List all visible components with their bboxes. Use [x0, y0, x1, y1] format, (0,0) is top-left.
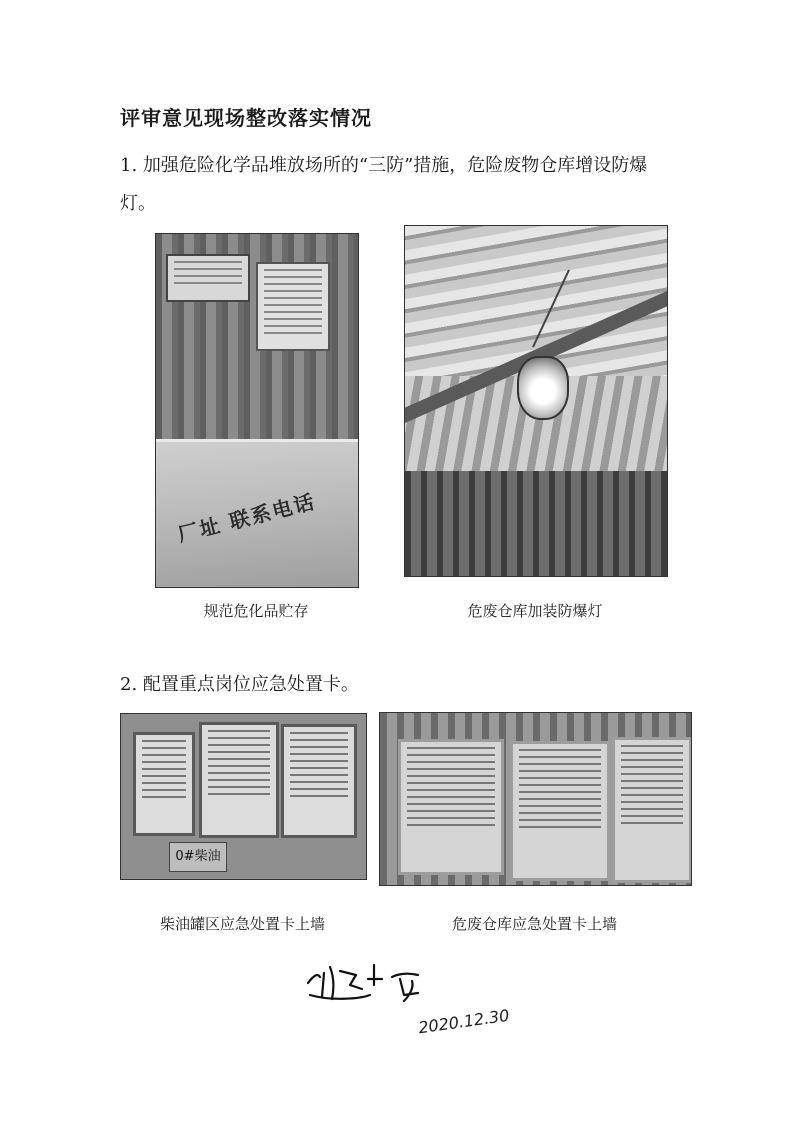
explosion-proof-lamp-icon — [517, 356, 569, 420]
section-heading: 评审意见现场整改落实情况 — [120, 106, 372, 130]
photo-diesel-tank-cards — [120, 713, 367, 880]
emergency-card — [398, 739, 504, 875]
photo-caption: 危废仓库应急处置卡上墙 — [451, 915, 617, 933]
photo-chemical-storage — [155, 233, 359, 588]
emergency-card — [133, 732, 195, 836]
wall-notice-board — [256, 262, 330, 351]
emergency-card — [510, 741, 610, 881]
handwritten-signature — [300, 955, 440, 1015]
corrugated-wall — [405, 471, 667, 576]
photo-caption: 危废仓库加装防爆灯 — [467, 602, 603, 620]
emergency-card — [199, 722, 279, 838]
emergency-card — [612, 737, 692, 883]
photo-caption: 柴油罐区应急处置卡上墙 — [159, 915, 325, 933]
wall-notice-board — [166, 254, 250, 302]
rectification-item-2: 2. 配置重点岗位应急处置卡。 — [120, 674, 359, 695]
emergency-card — [281, 724, 357, 838]
bag-print-text: 厂址 联系电话 — [175, 489, 319, 547]
photo-waste-warehouse-cards — [379, 712, 692, 886]
diesel-label: 0#柴油 — [169, 842, 227, 872]
signature-date: 2020.12.30 — [417, 1005, 511, 1038]
photo-caption: 规范危化品贮存 — [203, 602, 309, 620]
chemical-bags — [156, 439, 358, 588]
photo-explosion-proof-lamp — [404, 225, 668, 577]
rectification-item-1: 1. 加强危险化学品堆放场所的“三防”措施，危险废物仓库增设防爆灯。 — [120, 155, 648, 214]
